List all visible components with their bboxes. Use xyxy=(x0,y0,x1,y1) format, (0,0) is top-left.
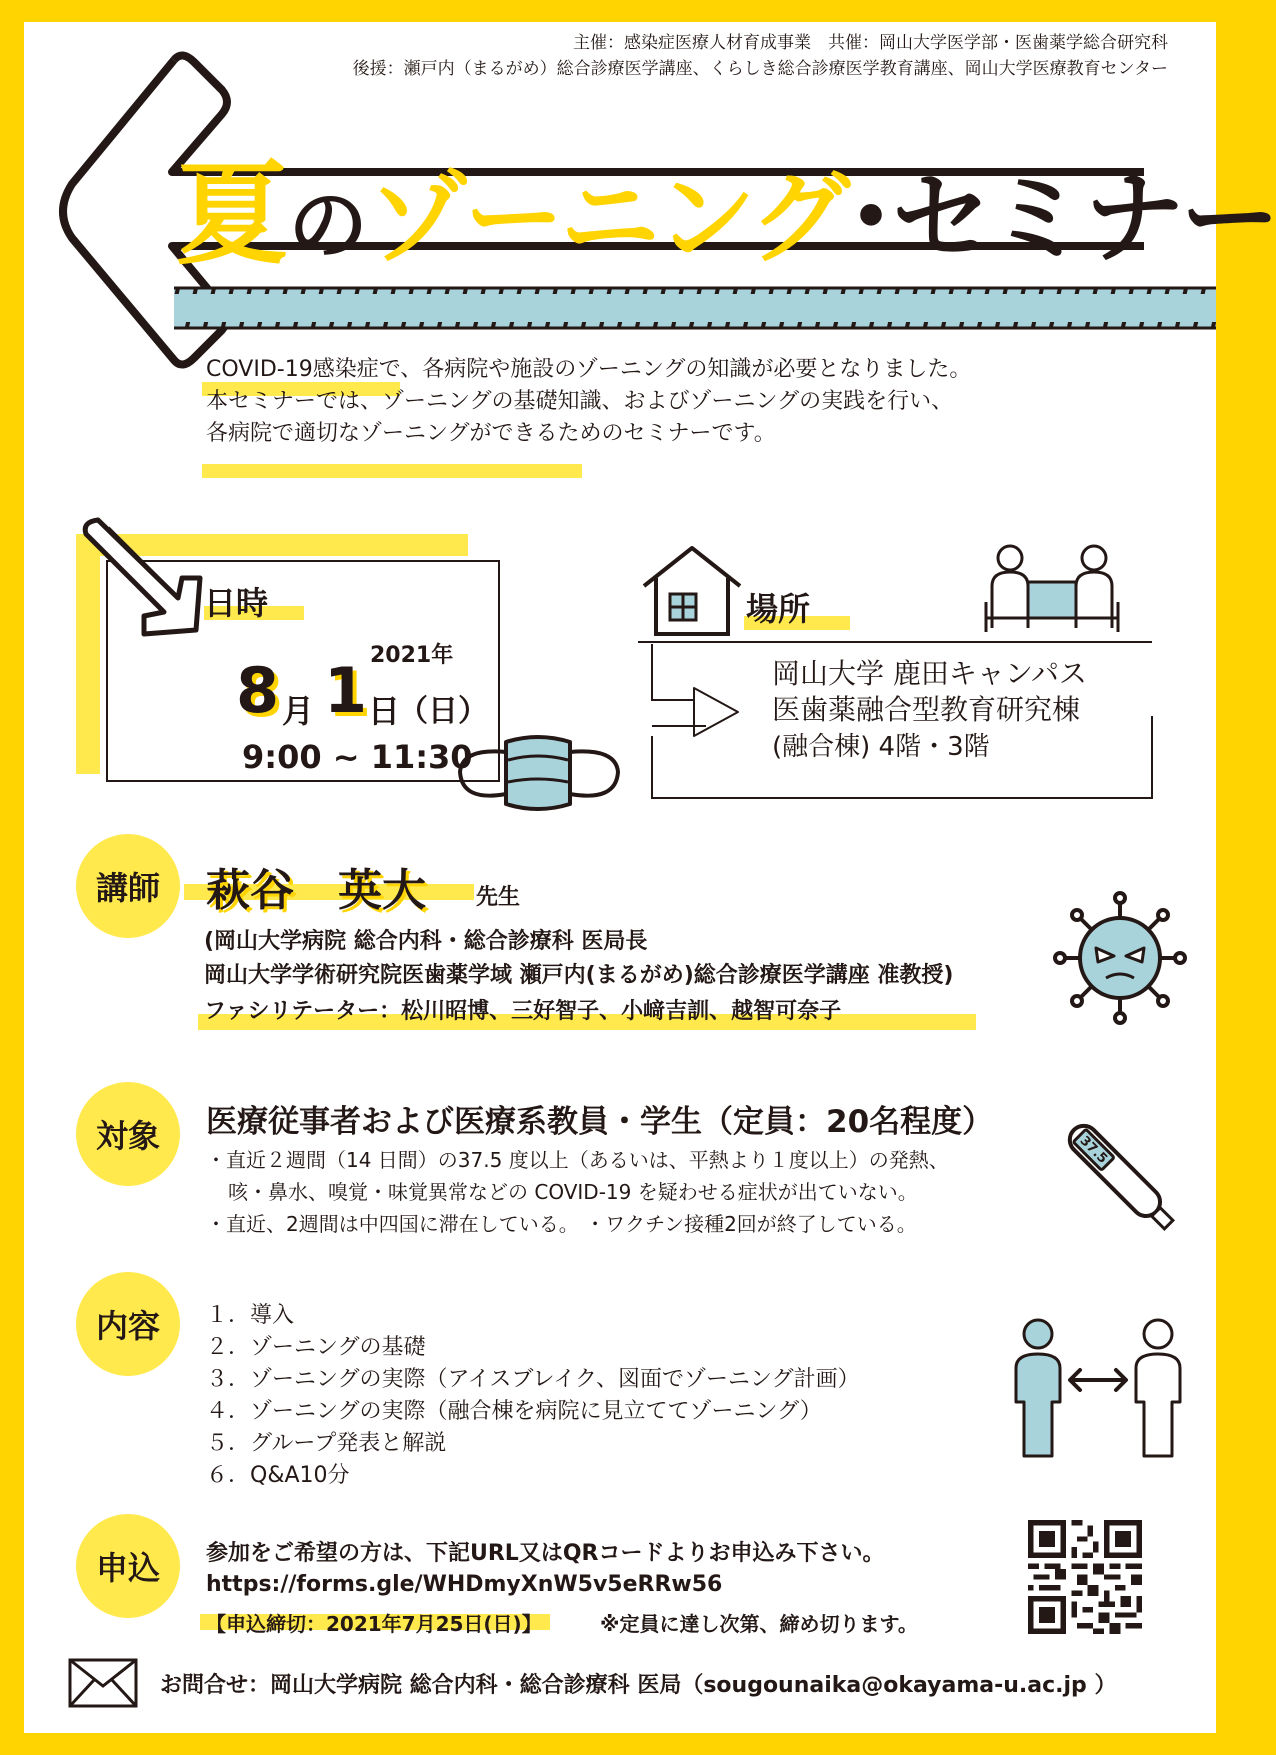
apply-url[interactable]: https://forms.gle/WHDmyXnW5v5eRRw56 xyxy=(206,1572,723,1597)
lecturer-affiliation-1: (岡山大学病院 総合内科・総合診療科 医局長 xyxy=(204,929,648,954)
page-title xyxy=(176,150,1276,280)
datetime-year: 2021年 xyxy=(370,643,454,668)
title-part-seminar: ･セミナー xyxy=(846,160,1276,277)
content-item-2: ２．ゾーニングの基礎 xyxy=(206,1335,426,1360)
virus-icon xyxy=(1050,888,1190,1028)
content-item-4: ４．ゾーニングの実際（融合棟を病院に見立ててゾーニング） xyxy=(206,1399,822,1424)
target-heading: 医療従事者および医療系教員・学生（定員：20名程度） xyxy=(206,1104,994,1140)
target-condition-1a: ・直近２週間（14 日間）の37.5 度以上（あるいは、平熱より１度以上）の発熱、 xyxy=(206,1148,949,1172)
content-item-1: １．導入 xyxy=(206,1303,295,1328)
paperclip-arrow-icon xyxy=(78,512,208,642)
contact-info[interactable]: お問合せ：岡山大学病院 総合内科・総合診療科 医局（sougounaika@okayama-u.ac.jp ） xyxy=(160,1673,1117,1698)
lecturer-label: 講師 xyxy=(76,834,180,938)
target-condition-2: ・直近、2週間は中四国に滞在している。 ・ワクチン接種2回が終了している。 xyxy=(206,1212,917,1236)
qr-code-icon[interactable] xyxy=(1028,1520,1142,1634)
house-icon xyxy=(638,542,746,638)
content-item-6: ６．Q&A10分 xyxy=(206,1463,350,1488)
target-label: 対象 xyxy=(76,1082,180,1186)
venue-line-1: 岡山大学 鹿田キャンパス xyxy=(772,657,1087,690)
sponsor-line-2: 後援：瀬戸内（まるがめ）総合診療医学講座、くらしき総合診療医学教育講座、岡山大学医療教育センター xyxy=(352,59,1168,79)
lecturer-facilitators: ファシリテーター：松川昭博、三好智子、小﨑吉訓、越智可奈子 xyxy=(204,999,842,1024)
poster xyxy=(24,22,1276,1733)
content-label: 内容 xyxy=(76,1272,180,1376)
datetime-weekday: （日） xyxy=(398,694,488,729)
datetime-label: 日時 xyxy=(204,584,269,622)
lecturer-name: 萩谷 英大 xyxy=(206,865,426,916)
mask-icon xyxy=(454,730,624,820)
content-item-5: ５．グループ発表と解説 xyxy=(206,1431,447,1456)
sponsor-line-1: 主催：感染症医療人材育成事業 共催：岡山大学医学部・医歯薬学総合研究科 xyxy=(573,33,1168,53)
stripe-band xyxy=(174,288,1216,340)
title-part-zoning: ゾーニング xyxy=(368,160,846,277)
title-part-summer: 夏 xyxy=(176,150,288,280)
content-item-3: ３．ゾーニングの実際（アイスブレイク、図面でゾーニング計画） xyxy=(206,1367,860,1392)
intro-line-1: COVID-19感染症で、各病院や施設のゾーニングの知識が必要となりました。 xyxy=(206,357,972,382)
intro-line-3: 各病院で適切なゾーニングができるためのセミナーです。 xyxy=(206,421,776,446)
datetime-day: 1 xyxy=(324,654,368,727)
thermometer-icon xyxy=(1052,1108,1192,1248)
intro-line-2: 本セミナーでは、ゾーニングの基礎知識、およびゾーニングの実践を行い、 xyxy=(206,389,954,414)
thermometer-reading: 37.5 xyxy=(1076,1133,1111,1167)
social-distance-icon xyxy=(1008,1318,1188,1466)
venue-line-3: (融合棟) 4階・3階 xyxy=(772,732,990,762)
datetime-month-unit: 月 xyxy=(282,692,315,730)
venue-label: 場所 xyxy=(746,590,811,628)
lecturer-affiliation-2: 岡山大学学術研究院医歯薬学域 瀬戸内(まるがめ)総合診療医学講座 准教授) xyxy=(204,963,954,988)
datetime-month: 8 xyxy=(236,654,280,727)
datetime-day-unit: 日 xyxy=(368,692,401,730)
title-part-no: の xyxy=(288,179,368,272)
meeting-table-icon xyxy=(982,542,1122,642)
target-condition-1b: 咳・鼻水、嗅覚・味覚異常などの COVID-19 を疑わせる症状が出ていない。 xyxy=(228,1180,918,1204)
datetime-time: 9:00 ~ 11:30 xyxy=(242,738,473,776)
apply-note: ※定員に達し次第、締め切ります。 xyxy=(600,1612,918,1636)
mail-icon xyxy=(68,1658,138,1710)
apply-instructions: 参加をご希望の方は、下記URL又はQRコードよりお申込み下さい。 xyxy=(206,1541,885,1566)
apply-deadline: 【申込締切：2021年7月25日(日)】 xyxy=(206,1612,542,1636)
lecturer-honorific: 先生 xyxy=(476,885,521,910)
apply-label: 申込 xyxy=(76,1514,180,1618)
venue-line-2: 医歯薬融合型教育研究棟 xyxy=(772,693,1081,726)
